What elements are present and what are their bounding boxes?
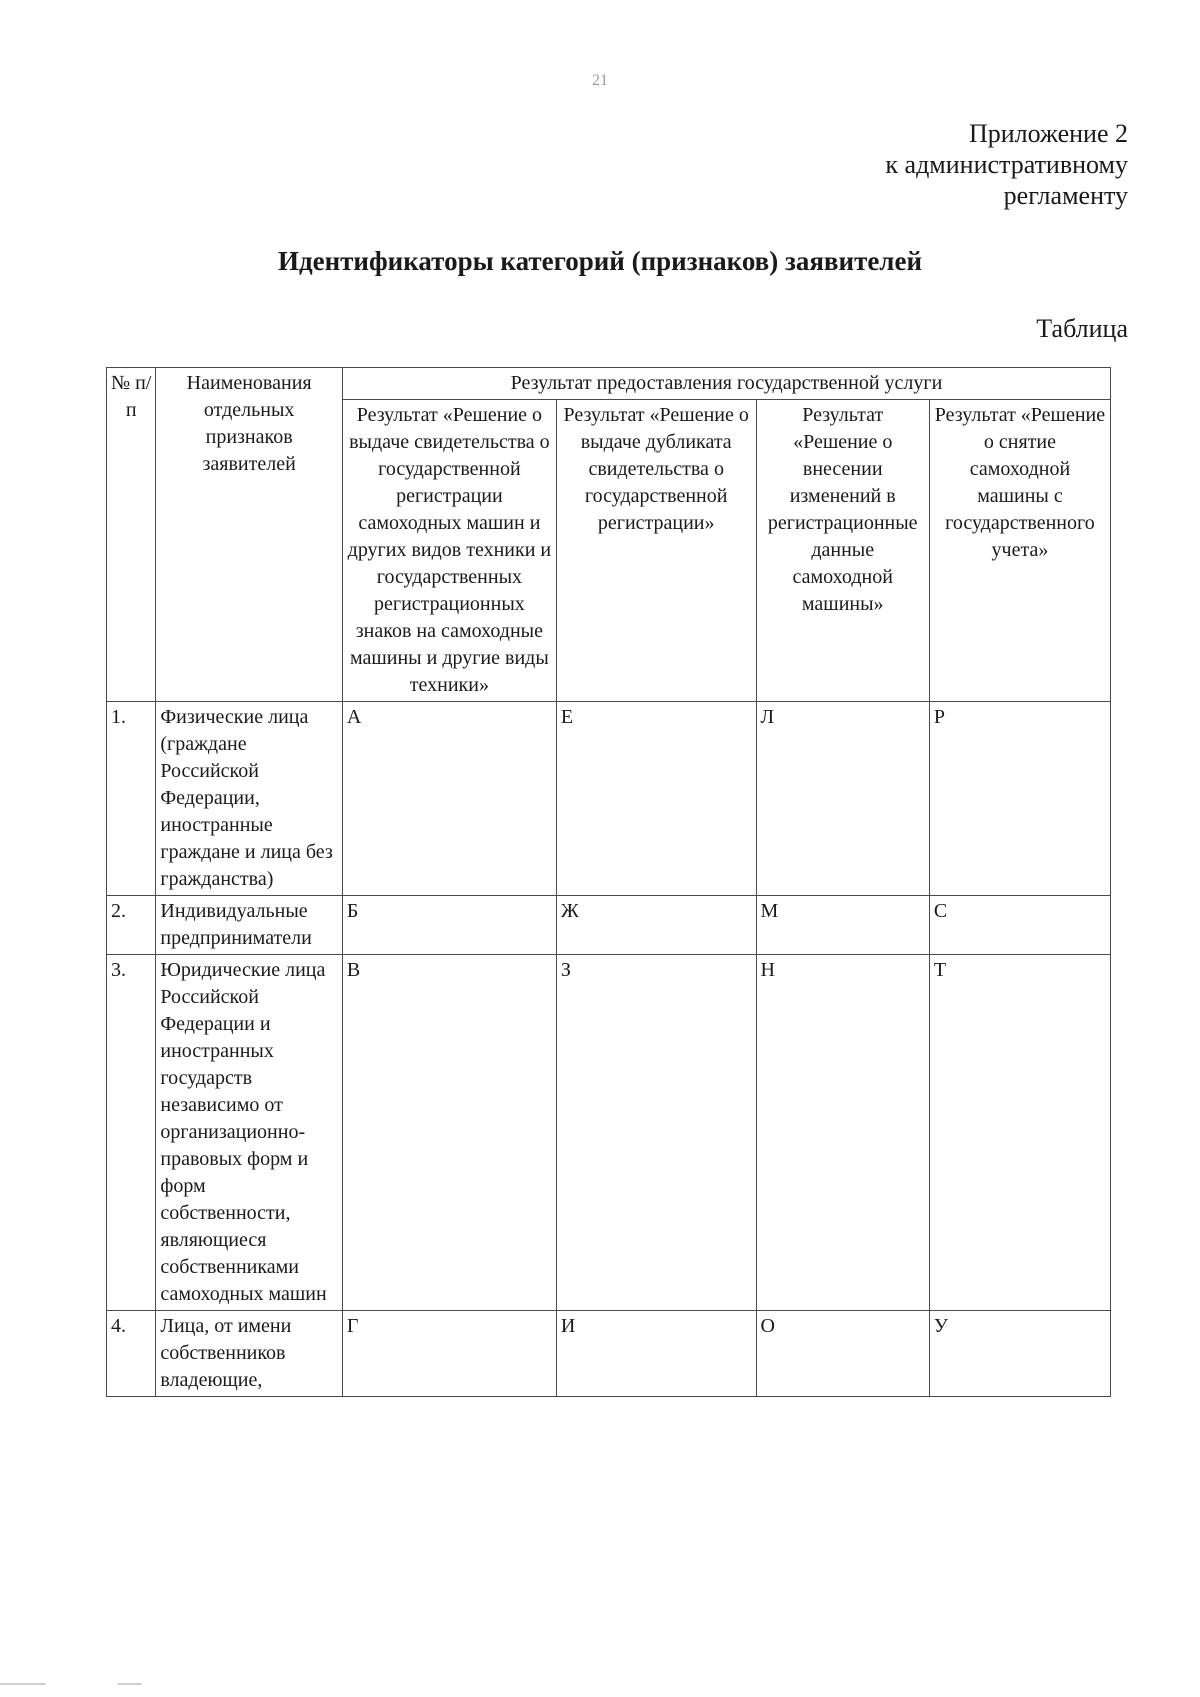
id-cell: Е: [556, 702, 756, 896]
scan-edge-mark: [0, 1683, 46, 1685]
appendix-line-3: регламенту: [1003, 181, 1128, 210]
id-cell: Б: [342, 896, 556, 955]
table-label: Таблица: [1036, 314, 1128, 343]
id-cell: Р: [929, 702, 1110, 896]
id-cell: М: [756, 896, 929, 955]
header-group: Результат предоставления государственной услуги: [342, 368, 1110, 400]
row-num: 3.: [107, 955, 156, 1311]
row-name: Физические лица (граждане Российской Федерации, иностранные граждане и лица без гражданства): [156, 702, 343, 896]
header-name: Наименования отдельных признаков заявителей: [156, 368, 343, 702]
appendix-block: [885, 118, 1128, 211]
id-cell: В: [342, 955, 556, 1311]
appendix-line-1: Приложение 2: [968, 119, 1128, 148]
header-result-1: Результат «Решение о выдаче свидетельства о государственной регистрации самоходных машин и других видов техники и государственных регистрационных знаков на самоходные машины и другие виды техники»: [342, 400, 556, 702]
id-cell: У: [929, 1311, 1110, 1397]
id-cell: Н: [756, 955, 929, 1311]
id-cell: О: [756, 1311, 929, 1397]
header-result-3: Результат «Решение о внесении изменений в регистрационные данные самоходной машины»: [756, 400, 929, 702]
table-row: [107, 1311, 1111, 1397]
row-name: Лица, от имени собственников владеющие,: [156, 1311, 343, 1397]
row-name: Индивидуальные предприниматели: [156, 896, 343, 955]
row-name: Юридические лица Российской Федерации и иностранных государств независимо от организационно-правовых форм и форм собственности, являющиеся собственниками самоходных машин: [156, 955, 343, 1311]
row-num: 1.: [107, 702, 156, 896]
document-title: Идентификаторы категорий (признаков) заявителей: [277, 246, 923, 276]
id-cell: Г: [342, 1311, 556, 1397]
id-cell: Ж: [556, 896, 756, 955]
row-num: 2.: [107, 896, 156, 955]
appendix-line-2: к административному: [885, 150, 1128, 179]
page-number: 21: [592, 72, 608, 89]
id-cell: С: [929, 896, 1110, 955]
row-num: 4.: [107, 1311, 156, 1397]
id-cell: Т: [929, 955, 1110, 1311]
identifiers-table: [106, 367, 1111, 1397]
header-result-2: Результат «Решение о выдаче дубликата свидетельства о государственной регистрации»: [556, 400, 756, 702]
id-cell: И: [556, 1311, 756, 1397]
header-row-1: [107, 368, 1111, 400]
scan-edge-mark: [118, 1683, 142, 1685]
table-row: [107, 955, 1111, 1311]
table-row: [107, 896, 1111, 955]
id-cell: А: [342, 702, 556, 896]
id-cell: З: [556, 955, 756, 1311]
table-row: [107, 702, 1111, 896]
id-cell: Л: [756, 702, 929, 896]
header-result-4: Результат «Решение о снятие самоходной машины с государственного учета»: [929, 400, 1110, 702]
header-num: № п/п: [107, 368, 156, 702]
